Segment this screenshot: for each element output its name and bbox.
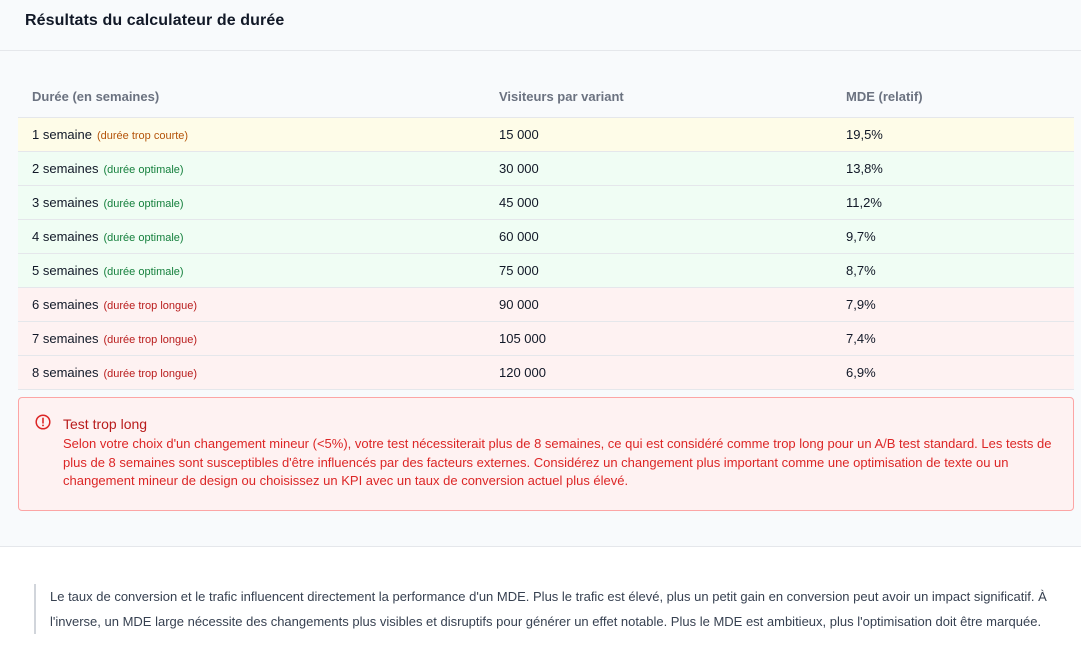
duration-status-tag: (durée trop longue) [103, 334, 198, 346]
page-title: Résultats du calculateur de durée [25, 12, 285, 29]
table-row [18, 186, 1074, 220]
table-row [18, 220, 1074, 254]
table-row [18, 356, 1074, 390]
visitors-cell: 15 000 [485, 118, 832, 152]
duration-cell [18, 152, 485, 186]
table-header-row [18, 75, 1074, 118]
column-header-visitors: Visiteurs par variant [485, 75, 832, 118]
alert-title: Test trop long [63, 416, 148, 432]
duration-value: 4 semaines [32, 229, 99, 244]
duration-status-tag: (durée optimale) [103, 198, 184, 210]
table-row [18, 322, 1074, 356]
visitors-cell: 120 000 [485, 356, 832, 390]
alert-circle-icon [35, 414, 51, 430]
mde-explanation-note: Le taux de conversion et le trafic influencent directement la performance d'un MDE. Plus le trafic est élevé, plus un petit gain en conversion peut avoir un impact significatif. À l'inverse, un MDE large nécessite des changements plus visibles et disruptifs pour générer un effet notable. Plus le MDE est ambitieux, plus l'optimisation doit être marquée. [34, 584, 1064, 634]
duration-status-tag: (durée optimale) [103, 266, 184, 278]
duration-cell [18, 118, 485, 152]
visitors-cell: 60 000 [485, 220, 832, 254]
duration-value: 6 semaines [32, 297, 99, 312]
mde-cell: 13,8% [832, 152, 1074, 186]
results-panel [0, 51, 1081, 547]
duration-cell [18, 288, 485, 322]
mde-cell: 11,2% [832, 186, 1074, 220]
duration-value: 2 semaines [32, 161, 99, 176]
visitors-cell: 45 000 [485, 186, 832, 220]
duration-status-tag: (durée trop courte) [96, 130, 189, 142]
mde-cell: 7,4% [832, 322, 1074, 356]
duration-status-tag: (durée optimale) [103, 164, 184, 176]
alert-message: Selon votre choix d'un changement mineur (<5%), votre test nécessiterait plus de 8 semaines, ce qui est considéré comme trop long pour un A/B test standard. Les tests de plus de 8 semaines sont susceptibles d'être influencés par des facteurs externes. Considérez un changement plus important comme une optimisation de texte ou un changement mineur de design ou choisissez un KPI avec un taux de conversion actuel plus élevé. [63, 436, 1052, 488]
duration-cell [18, 220, 485, 254]
duration-value: 1 semaine [32, 127, 92, 142]
table-row [18, 152, 1074, 186]
duration-value: 5 semaines [32, 263, 99, 278]
visitors-cell: 90 000 [485, 288, 832, 322]
duration-value: 8 semaines [32, 365, 99, 380]
mde-cell: 8,7% [832, 254, 1074, 288]
visitors-cell: 105 000 [485, 322, 832, 356]
mde-cell: 19,5% [832, 118, 1074, 152]
duration-cell [18, 356, 485, 390]
table-row [18, 254, 1074, 288]
table-row [18, 118, 1074, 152]
duration-cell [18, 186, 485, 220]
duration-value: 3 semaines [32, 195, 99, 210]
column-header-mde: MDE (relatif) [832, 75, 1074, 118]
mde-cell: 9,7% [832, 220, 1074, 254]
duration-status-tag: (durée trop longue) [103, 300, 198, 312]
mde-cell: 6,9% [832, 356, 1074, 390]
mde-cell: 7,9% [832, 288, 1074, 322]
duration-status-tag: (durée trop longue) [103, 368, 198, 380]
visitors-cell: 75 000 [485, 254, 832, 288]
visitors-cell: 30 000 [485, 152, 832, 186]
duration-cell [18, 254, 485, 288]
duration-status-tag: (durée optimale) [103, 232, 184, 244]
results-header [0, 0, 1081, 51]
test-too-long-alert [18, 397, 1074, 511]
duration-value: 7 semaines [32, 331, 99, 346]
table-row [18, 288, 1074, 322]
column-header-duration: Durée (en semaines) [18, 75, 485, 118]
duration-results-table [18, 75, 1074, 390]
duration-cell [18, 322, 485, 356]
